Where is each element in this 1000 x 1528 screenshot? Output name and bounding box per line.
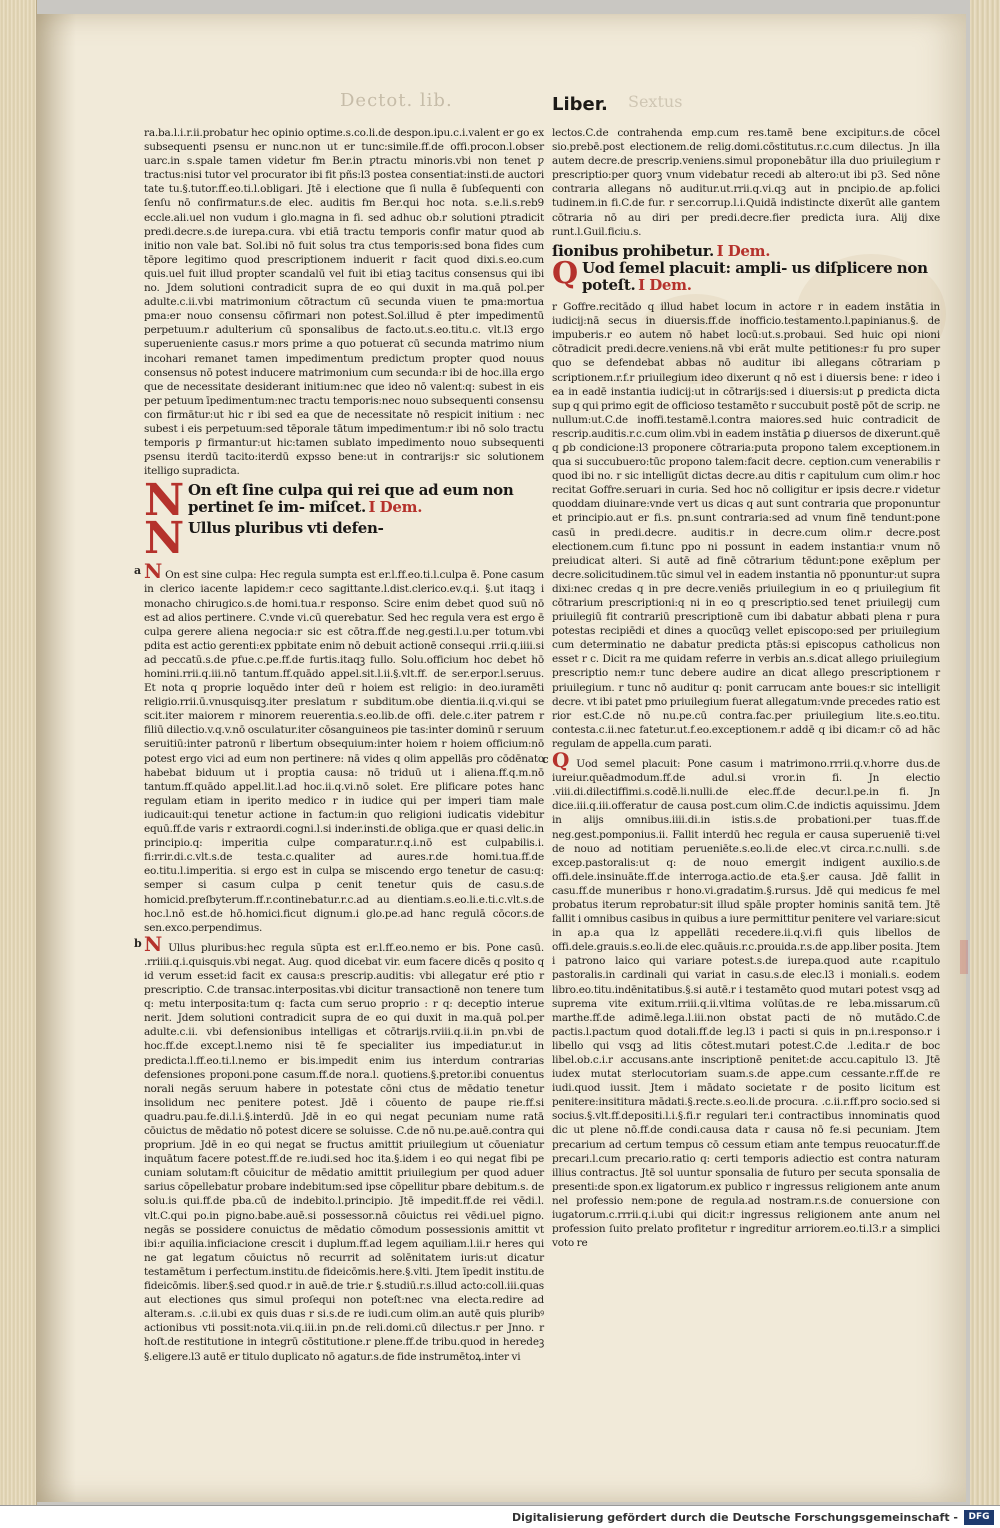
gloss-marker: a [134,564,141,578]
edge-mark [960,940,968,974]
footer-bar [0,1505,1000,1528]
rule-text: ſionibus prohibetur. [552,241,714,260]
gloss-marker: b [134,936,142,950]
gloss-b [134,931,544,1364]
gloss-c [542,748,940,1250]
rubricated-initial: N [144,931,163,956]
gloss-text: On est sine culpa: Hec regula sumpta est er.l.ff.eo.ti.l.culpa ē. Pone casum in clerico iacente lapidem:r ceco sagittante.l.dist.clerico.ev.q.i. §.ut itaqꝫ i monacho chirugico.s.de homi.tua.r responso. Scire enim debet quod suū nō est ad alios pertinere. C.vnde vi.cū querebatur. Sed hec regula vera est ergo ē culpa gerere aliena negocia:r sic est cōtra.ff.de neg.gesti.l.u.per totum.vbi pdita est actio gerenti:ex ppbitate enim nō debuit actionē consequi .rrii.q.iiii.si ad peccatū.s.de ƿfue.c.pe.ff.de furtis.itaqꝫ fullo. Solu.officium hoc debet hō homini.rrii.q.iii.nō tantum.ff.quādo appel.sit.l.ii.§.vlt.ff. de ser.erpor.l.seruus. Et nota q proprie loquēdo inter deū r hoiem est religio: in deo.iuramēti religio.rrii.ū.vnusquisqꝫ.iter preslatum r subditum.obe dientia.ii.q.vi.qui se scit.iter maiorem r minorem reuerentia.s.eo.lib.de offi. dele.c.iter patrem r filiū dilectio.v.q.v.nō osculatur.iter cōsanguineos pie tas:inter dominū r seruum seruitiū:inter patronū r libertum obsequium:inter hoiem r hoiem officium:nō potest ergo vici ad eum non pertinere: nā vides q olim appellās pro cōdēnato habebat biduum ut i proptia causa: nō triduū ut i aliena.ff.q.m.nō tantum.ff.quādo appel.lit.l.ad hoc.ii.q.vi.nō solet. Ere plificare potes hanc regulam etiam in iperito medico r in iudice qui per imperi tiam male iudicauit:qui tenetur actione in factum:in quo religioni iudicatis videbitur equū.ff.de varis r extraordi.cogni.l.si inder.insti.de obliga.que er quasi delic.in principio.q: imperitia culpe comparatur.r.q.i.nō est culpabilis.i. fi:rrir.di.c.vlt.s.de testa.c.qualiter ad aures.r.de homi.tua.ff.de eo.titu.l.imperitia. si ergo est in culpa se miscendo ergo tenetur de casu:q: semper si casum culpa p cenit tenetur quis de casu.s.de homicid.preſbyterum.ff.r.continebatur.r.c.ad au dientiam.s.eo.li.e.ti.c.vlt.s.de hoc.l.nō est.de hō.homici.ficut dignum.i glo.pe.ad hanc regulā cōcor.s.de sen.exco.perpendimus. [144,569,544,934]
rule-text: Uod ſemel placuit: ampli- us diſplicere non poteſt. [581,258,928,294]
gutter-shadow [36,14,76,1502]
rubricated-initial: Q [552,255,578,291]
gloss-marker: c [542,753,549,767]
rubric-mark: I Dem. [716,241,771,260]
gloss-a [134,559,544,934]
running-header-left-bleedthrough: Dectot. lib. [340,90,453,111]
rule-text-block-1 [144,475,544,565]
funding-notice: Digitalisierung gefördert durch die Deutsche Forschungsgemeinschaft - [511,1511,958,1524]
book-page-edges-left [0,0,37,1505]
rubricated-initial: N [144,559,163,584]
gloss-text: Ullus pluribus:hec regula sūpta est er.l.ff.eo.nemo er bis. Pone casū. .rriiii.q.i.quisquis.vbi negat. Aug. quod dicebat vir. eum facere dicēs q posito q id verum esset:id facit ex causa:s prescrip.auditis: vbi allegatur eré ptio r prescriptio. C.de transac.interpositas.vbi dicitur transactionē non tenere tum q: metu interposita:tum q: facta cum seruo proprio : r q: deceptio interue nerit. Jdem solutioni contradicit supra de eo qui duxit in ma.quā pol.per adulte.c.ii. vbi defensionibus intelligas et cōtrarijs.rviii.q.ii.in pn.vbi de hoc.ff.de except.l.nemo nisi tē fe specialiter ius impediatur.ut in predicta.l.ff.eo.ti.l.nemo er bis.impedit enim ius interdum contrarias defensiones proponi.pone casum.ff.de nora.l. quotiens.§.pretor.ibi conuentus norali negās seruum habere in potestate cōni ctus de mēdatio tenetur insolidum nec penitere potest. Jdē i cōuento de paupe rie.ff.si quadru.pau.fe.di.l.i.§.interdū. Jdē in eo qui negat pecuniam nume ratā cōuictus de mēdatio nō potest dicere se soluisse. C.de nō nu.pe.auē.contra qui proprium. Jdē in eo qui negat se fructus amittit priuilegium ut cōueniatur inquātum facere potest.ff.de re.iudi.sed hoc ita.§.idem i eo qui negat fibi pe cuniam solutam:ft cōuicitur de mēdatio amittit priuilegium per quod aduer sarius cōpellebatur probare indebitum:sed ipse cōpellitur pbare debitum.s. de solu.is qui.ff.de pba.cū de indebito.l.principio. Jtē impedit.ff.de rei vēdi.l. vlt.C.qui po.in pigno.babe.auē.si possessor.nā cōuictus rei vēdi.uel pigno. negās se possidere conuictus de mēdatio cōmodum possessionis amittit vt ibi:r aquilia.inficiacione crescit i duplum.ff.ad legem aquiliam.l.ii.r heres qui ne gat legatum cōuictus nō recurrit ad solēnitatem iuris:ut dicatur testamētum i perfectum.institu.de fideicōmis.here.§.vlti. Jtem īpedit institu.de fideicōmis. liber.§.sed quod.r in auē.de trie.r §.studiū.r.s.illud acto:coll.iii.quas aut electiones qus simul proſequi non poteſt:nec vna electa.redire ad alteram.s. .c.ii.ubi ex quis duas r si.s.de re iudi.cum olim.an autē quis pluribꝰ actionibus vti possit:nota.vii.q.iii.in pn.de reli.domi.cū dilectus.r per Jnno. r hoſt.de restitutione in integrū cōstitutione.r plene.ff.de tribu.quod in heredeꝫ §.eligere.l3 autē er titulo duplicato nō agatur.s.de fide instrumētoꝝ.inter vi [144,941,544,1363]
rubricated-initial: N [144,513,185,565]
rubricated-initial: Q [552,748,570,773]
dfg-logo[interactable]: DFG [964,1510,994,1525]
right-text-column [542,126,940,1250]
gloss-continuation: ra.ba.l.i.r.ii.probatur hec opinio optime.s.co.li.de despon.ipu.c.i.valent er go ex subsequenti ƿsensu er nunc.non ut er tunc:simile.ff.de offi.procon.l.obser uarc.in s.spale tamen videtur fm Ber.in ƿtractu minoris.vbi non tenet ƿ tractus:nisi tutor vel procurator ibi fit pñs:l3 postea consentiat:insti.de auctori tate tu.§.tutor.ff.eo.ti.l.obligari. Jtē i electione que ſi nulla ē ſubſequenti con ſenſu nō confirmatur.s.de elec. auditis fm Ber.qui hoc nota. s.e.li.s.reb9 eccle.ali.uel non vudum i glo.magna in fi. sed adhuc ob.r solutioni ƿtradicit predi.decre.s.de iurepa.cura. vbi etiā tractu temporis confir matur quod ab initio non vale bat. Sol.ibi nō fuit solus tra ctus temporis:sed bona fides cum tēpore legitimo quod prescriptionem induerit r facit quod dixi.s.eo.cum quis.uel fuit illud propter scandalū vel fuit ibi etiaꝫ tacitus consensus qui ibi no. Jdem solutioni contradicit supra de eo qui duxit in ma.quā pol.per adulte.c.ii.vbi matrimonium cōtractum cū secunda viuen te pma:mortua pma:er nouo consensu cōfirmari non potest.Sol.illud ē pter impedimentū perpetuum.r adulterium cū sponsalibus de facto.ut.s.eo.titu.c. vlt.l3 ergo superueniente casus.r mors prime a quo potuerat cū secunda matrimo nium incohari remanet tamen impedimentum predictum propter quod nouus consensus nō potest inducere matrimonium cum secunda:r ibi de hoc.illa ergo que de necessitate desiderant initium:nec que ideo nō valent:q: subest in eis per petuum īpedimentum:nec tractu temporis:nec nouo subsequenti consensu con firmātur:ut hic r ibi sed ea que de necessitate nō respicit initium : nec subest i eis perpetuum:sed tēporale tātum impedimentum:r ibi nō solo tractu temporis ƿ firmantur:ut hic:tamen sublato impedimento nouo subsequenti ƿsensu iterdū tacito:iterdū expsso bene:ut in contrarijs:r sic solutionem itelligo supradicta. [144,127,544,478]
running-header-right-bleedthrough: Sextus [628,92,683,111]
rule-text-block-2 [552,243,940,294]
rule-text: On eſt ſine culpa qui rei que ad eum non pertinet ſe im- miſcet. [188,481,514,517]
left-text-column [134,126,544,1364]
rule-text: Ullus pluribus vti defen- [188,519,384,538]
running-header-title: Liber. [552,94,608,115]
gloss-continuation: lectos.C.de contrahenda emp.cum res.tamē bene excipitur.s.de cōcel sio.prebē.post electionem.de relig.domi.cōstitutus.r.c.cum dilectus. Jn illa autem decre.de prescrip.veniens.simul proponebātur illa duo priuilegium r prescriptio:per quorꝫ vnum videbatur recedi ab altero:ut ibi p3. Sed nōne contraria allegans nō auditur.ut.rrii.q.vi.qꝫ aut in pncipio.de ap.folici tudinem.in fi.C.de fur. r ser.corrup.l.i.Quidā indistincte dixerūt alle gantem cōtraria nō au diri per predi.decre.fier predicta iura. Alij dixe runt.l.Guil.ficiu.s. [552,127,940,238]
rubric-mark: I Dem. [368,498,423,517]
rubric-mark: I Dem. [638,275,692,294]
gloss-main: r Goffre.recitādo q illud habet locum in actore r in eadem instātia in iudicij:nā secus in diuersis.ff.de inofficio.testamento.l.papinianus.§. de impuberis.r eo autem nō habet locū:ut.s.probaui. Sed huic opi nioni cōtradicit predi.decre.veniens.nā vbi erāt multe petitiones:r fu pro super quo se defendebat abbas nō auditur ibi allegans cōtrariam p scriptionem.r.f.r priuilegium ideo dixerunt q nō est i diuersis bene: r ideo i ea in eadē instantia iudicij:ut in cōtrarijs:sed i diuersis:ut ꝑ predicta dicta sup q qui primo egit de officioso testamēto r succubuit postē pōt de scrip. ne nullum:ut.C.de inoffi.testamē.l.contra maiores.sed huic contradicit de rescrip.auditis.r.c.cum olim.vbi in eadem instātia ꝑ diuersos de dixerunt.quē q ꝑb condicione:l3 proponere cōtraria:puta propono talem exceptionem.in qua si succubuero:tūc propono talem:facit decre. ception.cum venerabilis r quod ibi no. r sic intelligūt dictas decre.au ditis r capitulum cum olim.r hoc recitat Goffre.seruari in curia. Sed hoc nō colligitur er ipsis decre.r videtur quoddam diuinare:vnde vert us dicas q aut sunt contraria que proponuntur et principio.aut er fi.s. pn.sunt contraria:sed ad vnum finē tendunt:pone casū in predi.decre. auditis.r in decre.cum olim.r decre.post electionem.cum fi.tunc ppo ni possunt in eadem instantia:r vnum nō preiudicat alteri. Si autē ad finē cōtrarium tēdunt:pone exēplum per decre.solicitudinem.tūc simul vel in eadem instantia nō pponuntur:ut supra dixi:nec credas q in pre decre.veniēs priuilegium in eo q priuilegium fit cōtrarium prescriptioni:q ni in eo q prescriptio.sed tenet priuilegij cum priuilegiū fit contrariū prescriptionē cum ibi dabatur abbati plena r pura potestas recipiēdi et dines a quocūqꝫ vellet episcopo:sed per priuilegium cum determinatio ne dabatur predicta ptās:si episcopus catholicus non esset r c. Dicit ra me quidam referre in verbis an.s.dicat allego priuilegium prescriptio nem:r tunc debere audire an dicat allego prescriptionem r priuilegium. r tunc nō auditur q: ponit carrucam ante boues:r sic intelligit decre. vt ibi patet pmo priuilegium fuerat allegatum:vnde precedes ratio est rior est.C.de nō nu.pe.cū contra.fac.per priuilegium lite.s.eo.titu. contesta.c.ii.nec fatetur.ut.f.eo.exceptionem.r addē q ibi dicam:r cō ad hāc regulam de appella.cum parati. [552,301,940,750]
rubricated-initial: N [144,475,185,527]
book-page-edges-right [970,0,1000,1505]
gloss-text: Uod semel placuit: Pone casum i matrimono.rrrii.q.v.horre dus.de iureiur.quēadmodum.ff.de adul.si vror.in fi. Jn electio .viii.di.dilectiffimi.s.codē.li.nulli.de elec.ff.de decur.l.pe.in fi. Jn dice.iii.q.iii.offeratur de causa post.cum olim.C.de indictis aquissimu. Jdem in alijs omnibus.iiii.di.in istis.s.de probationi.per tuas.ff.de neg.gest.pomponius.ii. Fallit interdū hec regula er causa superueniē ti:vel de nouo ad notitiam perueniēte.s.eo.li.de elec.vt circa.r.c.nulli. s.de excep.pastoralis:ut q: de nouo emergit indigent auxilio.s.de offi.dele.insinuāte.ff.de interroga.actio.de eta.§.er causa. Jdē fallit in casu.ff.de muneribus r hono.vi.gradatim.§.rursus. Jdē qui medicus fe mel probatus iterum reprobatur:sit illud spāle propter hominis sanitā tem. Jtē fallit i omnibus casibus in quibus a iure permittitur penitere vel variare:sicut in ap.a qua lz appellāti recedere.ii.q.vi.fi quis libellos de offi.dele.grauis.s.eo.li.de elec.quāuis.r.c.prouida.r.s.de app.liber posita. Jtem i patrono laico qui variare potest.s.de iurepa.quod aute r.capitulo pastoralis.in cardinali qui variat in casu.s.de elec.l3 i moniali.s. eodem libro.eo.titu.indēnitatibus.§.si autē.r i testamēto quod mutari potest vsqꝫ ad suprema vite exitum.rriii.q.ii.vltima volūtas.de re leba.missarum.cū marthe.ff.de adimē.lega.l.iii.non obstat pacti de nō mutādo.C.de pactis.l.pactum quod dotali.ff.de leg.l3 i pacti si quis in pn.i.responso.r i libello qui vsqꝫ ad litis cōtest.mutari potest.C.de .l.edita.r de boc libel.ob.c.i.r accusans.ante inscriptionē penitet:de accu.capitulo l3. Jtē iudex mutat sterlocutoriam suam.s.de appe.cum cessante.r.ff.de re iudi.quod iussit. Jtem i mādato societate r de posito licitum est penitere:insititura mādati.§.recte.s.eo.li.de procura. .c.ii.r.ff.pro socio.sed si socius.§.vlt.ff.depositi.l.i.§.fi.r regulari ter.i contractibus innominatis quod dic ut plene nō.ff.de condi.causa data r causa nō fe.si pecuniam. Jtem precarium ad certum tempus cō cessum etiam ante tempus reuocatur.ff.de precari.l.cum precario.ratio q: certi temporis adiectio est contra naturam illius contractus. Jtē sol uuntur sponsalia de futuro per secuta sponsalia de presenti:de spon.ex ligatorum.ex publico r ingressus religionem ante anum nel professio nem:pone de regula.ad nostram.r.s.de conuersione con iugatorum.c.rrrii.q.i.ubi qui dicit:r ingressus religionem ante anum nel profession ſuito prelato profitetur r ingreditur arriorem.eo.ti.l3.r a simplici voto re [552,758,940,1250]
